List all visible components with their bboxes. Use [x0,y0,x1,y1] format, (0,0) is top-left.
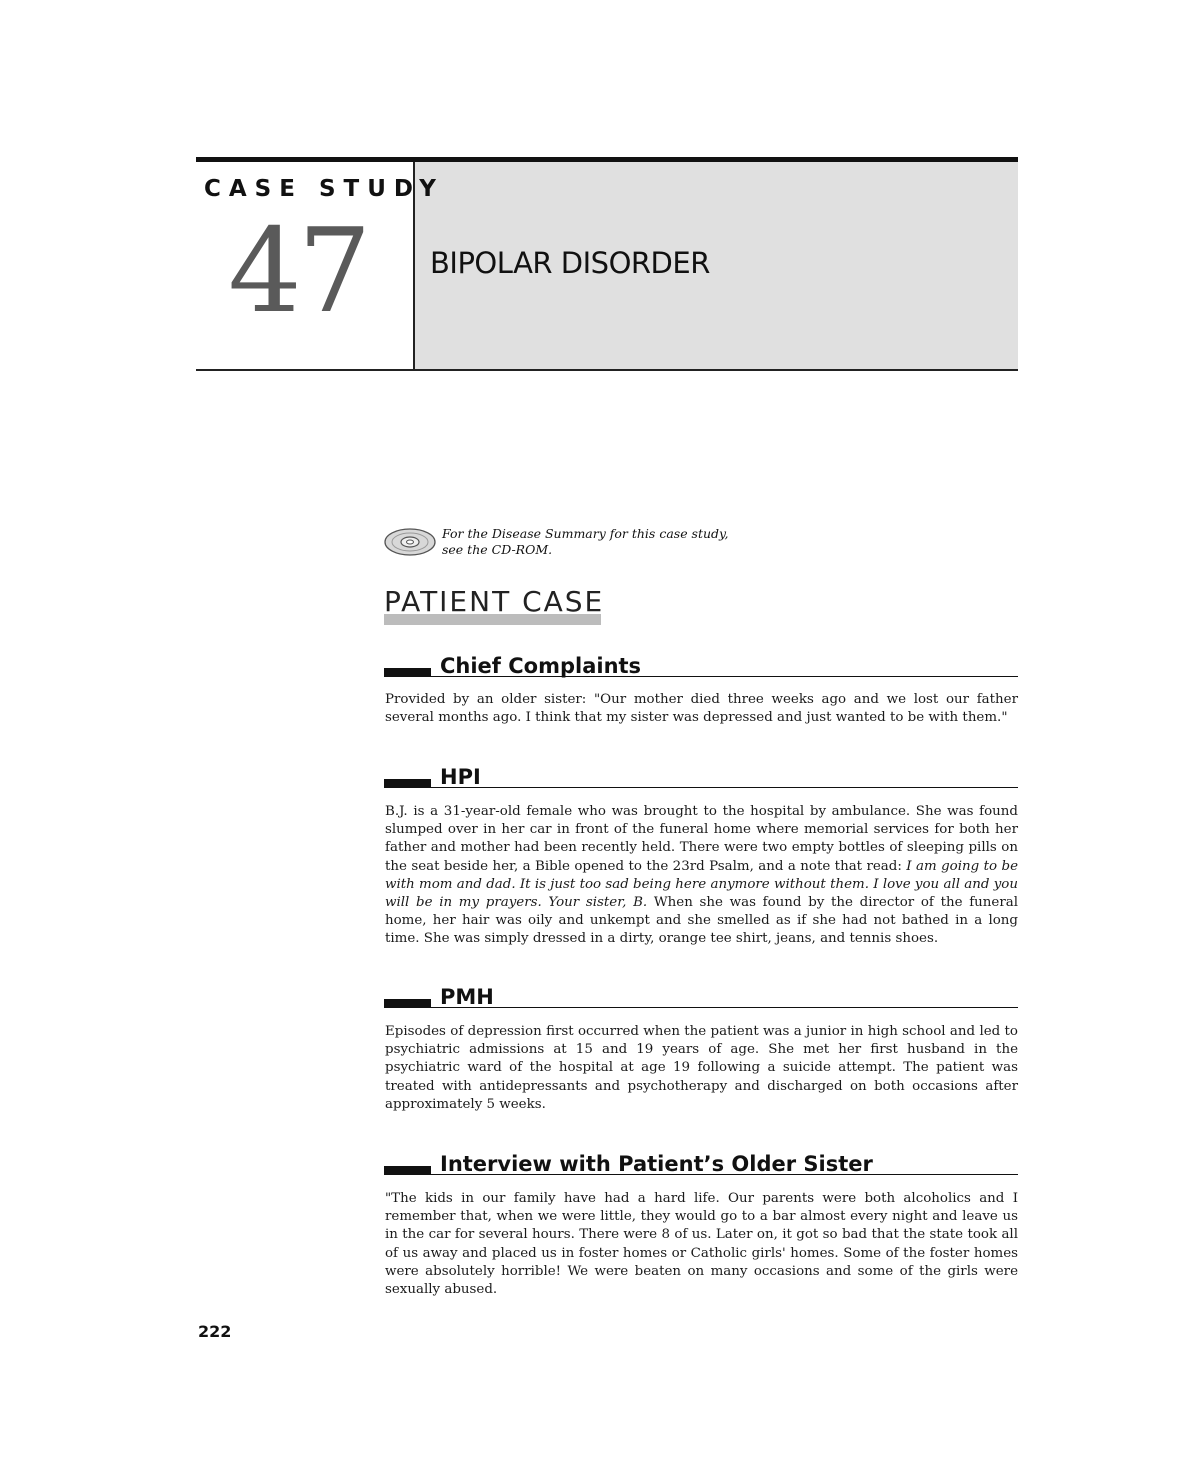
heading-marker [384,668,431,677]
hpi-suicide-note-quote: I am going to be with mom and dad. It is just too sad being here anymore without them. I love you all and you will be in my prayers. Your sister, B. [385,858,1018,911]
hpi-text [385,803,1018,949]
hpi-text-part-1: B.J. is a 31-year-old female who was brought to the hospital by ambulance. She was found slumped over in her car in front of the funeral home where memorial services for both her father and mother had been recently held. There were two empty bottles of sleeping pills on the seat beside her, a Bible opened to the 23rd Psalm, and a note that read: [385,804,1018,874]
cd-rom-icon [384,527,436,561]
section-heading-chief-complaints [384,653,1018,679]
section-heading-pmh [384,984,1018,1010]
cd-rom-note [442,526,802,558]
heading-rule [431,787,1018,789]
heading-marker [384,999,431,1008]
heading-text: Interview with Patient’s Older Sister [440,1152,873,1176]
heading-marker [384,1166,431,1175]
interview-text: "The kids in our family have had a hard life. Our parents were both alcoholics and I remember that, when we were little, they would go to a bar almost every night and leave us in the car for several hours. There were 8 of us. Later on, it got so bad that the state took all of us away and placed us in foster homes or Catholic girls' homes. Some of the foster homes were absolutely horrible! We were beaten on many occasions and some of the girls were sexually abused. [385,1191,1018,1298]
hpi-text-part-2: When she was found by the director of the funeral home, her hair was oily and unkempt and she smelled as if she had not bathed in a long time. She was simply dressed in a dirty, orange tee shirt, jeans, and tennis shoes. [385,895,1018,947]
cd-note-line-1: For the Disease Summary for this case study, [442,526,729,541]
pmh-text: Episodes of depression first occurred when the patient was a junior in high school and led to psychiatric admissions at 15 and 19 years of age. She met her first husband in the psychiatric ward of the hospital at age 19 following a suicide attempt. The patient was treated with antidepressants and psychotherapy and discharged on both occasions after approximately 5 weeks. [385,1024,1018,1112]
case-number: 47 [228,204,368,339]
heading-text: HPI [440,765,481,789]
chief-complaints-text: Provided by an older sister: "Our mother died three weeks ago and we lost our father several months ago. I think that my sister was depressed and just wanted to be with them." [385,692,1018,726]
cd-note-line-2: see the CD-ROM. [442,542,553,557]
heading-text: PMH [440,985,494,1009]
header-bottom-rule [196,369,1018,371]
page-number: 222 [198,1322,232,1341]
case-title: BIPOLAR DISORDER [430,246,710,280]
case-study-label: CASE STUDY [204,176,444,202]
heading-marker [384,779,431,788]
heading-rule [431,1007,1018,1009]
heading-text: Chief Complaints [440,654,642,678]
section-heading-interview [384,1151,1018,1177]
section-heading-hpi [384,764,1018,790]
patient-case-heading: PATIENT CASE [384,585,605,618]
